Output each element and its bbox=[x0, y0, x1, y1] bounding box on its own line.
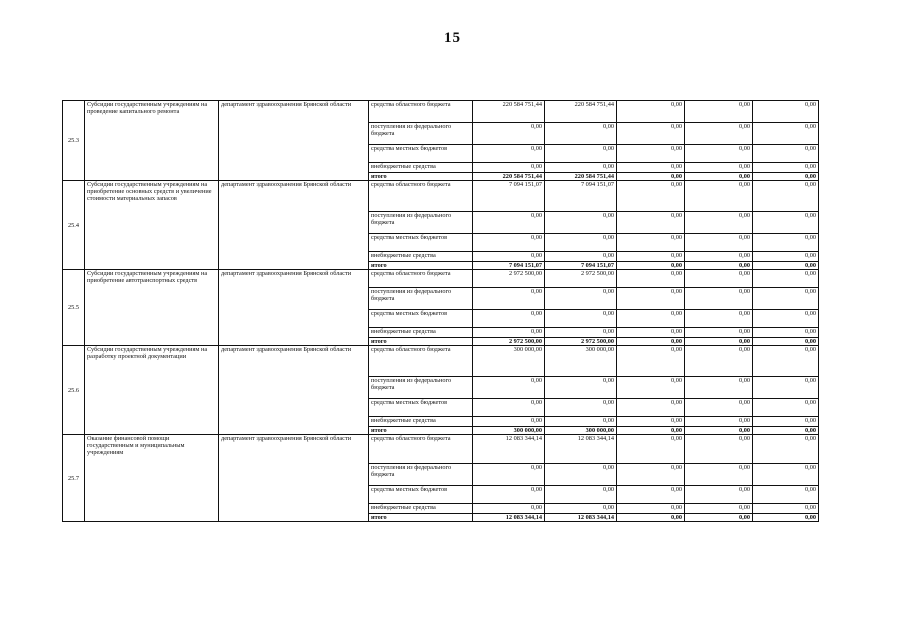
amount-cell: 2 972 500,00 bbox=[473, 338, 545, 346]
funding-source: средства местных бюджетов bbox=[369, 310, 473, 328]
funding-source: средства областного бюджета bbox=[369, 346, 473, 377]
amount-cell: 0,00 bbox=[545, 288, 617, 310]
amount-cell: 0,00 bbox=[545, 377, 617, 399]
financing-table bbox=[62, 100, 819, 522]
section-code: 25.7 bbox=[63, 435, 85, 522]
section-name: Субсидии государственным учреждениям на разработку проектной документации bbox=[85, 346, 219, 435]
amount-cell: 0,00 bbox=[545, 328, 617, 338]
amount-cell: 0,00 bbox=[473, 234, 545, 252]
amount-cell: 220 584 751,44 bbox=[473, 101, 545, 123]
funding-source: итого bbox=[369, 173, 473, 181]
amount-cell: 0,00 bbox=[753, 123, 819, 145]
funding-source: средства местных бюджетов bbox=[369, 234, 473, 252]
amount-cell: 0,00 bbox=[685, 346, 753, 377]
amount-cell: 0,00 bbox=[753, 234, 819, 252]
amount-cell: 0,00 bbox=[617, 328, 685, 338]
funding-source: итого bbox=[369, 338, 473, 346]
amount-cell: 0,00 bbox=[753, 288, 819, 310]
funding-source: внебюджетные средства bbox=[369, 252, 473, 262]
section-name: Субсидии государственным учреждениям на проведение капитального ремонта bbox=[85, 101, 219, 181]
amount-cell: 0,00 bbox=[617, 252, 685, 262]
funding-source: внебюджетные средства bbox=[369, 163, 473, 173]
funding-source: поступления из федерального бюджета bbox=[369, 288, 473, 310]
funding-source: поступления из федерального бюджета bbox=[369, 464, 473, 486]
amount-cell: 2 972 500,00 bbox=[545, 338, 617, 346]
amount-cell: 0,00 bbox=[753, 377, 819, 399]
page-number: 15 bbox=[444, 30, 461, 46]
amount-cell: 0,00 bbox=[685, 288, 753, 310]
amount-cell: 220 584 751,44 bbox=[545, 173, 617, 181]
funding-source: поступления из федерального бюджета bbox=[369, 377, 473, 399]
amount-cell: 0,00 bbox=[473, 212, 545, 234]
amount-cell: 0,00 bbox=[685, 181, 753, 212]
section-code: 25.5 bbox=[63, 270, 85, 346]
funding-source: средства местных бюджетов bbox=[369, 486, 473, 504]
section-executor: департамент здравоохранения Брянской области bbox=[219, 270, 369, 346]
amount-cell: 0,00 bbox=[685, 163, 753, 173]
amount-cell: 0,00 bbox=[753, 101, 819, 123]
amount-cell: 0,00 bbox=[545, 504, 617, 514]
amount-cell: 0,00 bbox=[753, 514, 819, 522]
amount-cell: 0,00 bbox=[685, 399, 753, 417]
amount-cell: 0,00 bbox=[753, 417, 819, 427]
amount-cell: 0,00 bbox=[753, 338, 819, 346]
section-name: Субсидии государственным учреждениям на приобретение автотранспортных средств bbox=[85, 270, 219, 346]
amount-cell: 0,00 bbox=[753, 163, 819, 173]
amount-cell: 0,00 bbox=[685, 173, 753, 181]
amount-cell: 0,00 bbox=[617, 399, 685, 417]
funding-source: внебюджетные средства bbox=[369, 417, 473, 427]
amount-cell: 12 083 344,14 bbox=[473, 514, 545, 522]
amount-cell: 0,00 bbox=[685, 234, 753, 252]
funding-source: средства областного бюджета bbox=[369, 435, 473, 464]
amount-cell: 0,00 bbox=[617, 212, 685, 234]
amount-cell: 0,00 bbox=[753, 310, 819, 328]
amount-cell: 0,00 bbox=[685, 252, 753, 262]
amount-cell: 300 000,00 bbox=[473, 346, 545, 377]
amount-cell: 0,00 bbox=[473, 377, 545, 399]
amount-cell: 7 094 151,07 bbox=[473, 181, 545, 212]
amount-cell: 0,00 bbox=[473, 310, 545, 328]
amount-cell: 0,00 bbox=[753, 173, 819, 181]
amount-cell: 0,00 bbox=[685, 377, 753, 399]
amount-cell: 0,00 bbox=[753, 262, 819, 270]
amount-cell: 0,00 bbox=[545, 252, 617, 262]
amount-cell: 0,00 bbox=[617, 427, 685, 435]
amount-cell: 0,00 bbox=[617, 346, 685, 377]
funding-source: средства областного бюджета bbox=[369, 270, 473, 288]
amount-cell: 0,00 bbox=[545, 310, 617, 328]
amount-cell: 0,00 bbox=[685, 486, 753, 504]
amount-cell: 0,00 bbox=[753, 486, 819, 504]
amount-cell: 7 094 151,07 bbox=[545, 181, 617, 212]
amount-cell: 12 083 344,14 bbox=[473, 435, 545, 464]
section-name: Оказание финансовой помощи государственным и муниципальным учреждениям bbox=[85, 435, 219, 522]
amount-cell: 0,00 bbox=[617, 486, 685, 504]
amount-cell: 0,00 bbox=[617, 377, 685, 399]
amount-cell: 0,00 bbox=[545, 234, 617, 252]
amount-cell: 0,00 bbox=[617, 464, 685, 486]
amount-cell: 0,00 bbox=[617, 338, 685, 346]
amount-cell: 0,00 bbox=[685, 145, 753, 163]
amount-cell: 0,00 bbox=[617, 173, 685, 181]
amount-cell: 0,00 bbox=[685, 464, 753, 486]
amount-cell: 0,00 bbox=[473, 486, 545, 504]
amount-cell: 0,00 bbox=[545, 212, 617, 234]
amount-cell: 0,00 bbox=[617, 504, 685, 514]
amount-cell: 0,00 bbox=[617, 262, 685, 270]
table-row bbox=[63, 101, 819, 123]
amount-cell: 0,00 bbox=[545, 464, 617, 486]
amount-cell: 0,00 bbox=[617, 181, 685, 212]
section-code: 25.3 bbox=[63, 101, 85, 181]
amount-cell: 0,00 bbox=[473, 504, 545, 514]
amount-cell: 0,00 bbox=[617, 514, 685, 522]
amount-cell: 0,00 bbox=[685, 212, 753, 234]
funding-source: итого bbox=[369, 262, 473, 270]
section-code: 25.6 bbox=[63, 346, 85, 435]
amount-cell: 0,00 bbox=[617, 270, 685, 288]
amount-cell: 0,00 bbox=[685, 504, 753, 514]
section-executor: департамент здравоохранения Брянской области bbox=[219, 101, 369, 181]
section-name: Субсидии государственным учреждениям на приобретение основных средств и увеличение стоимости материальных запасов bbox=[85, 181, 219, 270]
amount-cell: 0,00 bbox=[545, 417, 617, 427]
amount-cell: 0,00 bbox=[617, 145, 685, 163]
amount-cell: 220 584 751,44 bbox=[545, 101, 617, 123]
amount-cell: 0,00 bbox=[685, 338, 753, 346]
amount-cell: 0,00 bbox=[753, 328, 819, 338]
amount-cell: 0,00 bbox=[685, 427, 753, 435]
amount-cell: 0,00 bbox=[473, 399, 545, 417]
section-code: 25.4 bbox=[63, 181, 85, 270]
amount-cell: 300 000,00 bbox=[545, 427, 617, 435]
amount-cell: 0,00 bbox=[685, 310, 753, 328]
funding-source: итого bbox=[369, 427, 473, 435]
amount-cell: 0,00 bbox=[473, 163, 545, 173]
amount-cell: 0,00 bbox=[617, 101, 685, 123]
amount-cell: 0,00 bbox=[473, 145, 545, 163]
amount-cell: 0,00 bbox=[473, 464, 545, 486]
amount-cell: 0,00 bbox=[753, 427, 819, 435]
funding-source: внебюджетные средства bbox=[369, 328, 473, 338]
amount-cell: 2 972 500,00 bbox=[473, 270, 545, 288]
amount-cell: 0,00 bbox=[473, 123, 545, 145]
amount-cell: 0,00 bbox=[685, 435, 753, 464]
table-row bbox=[63, 270, 819, 288]
amount-cell: 12 083 344,14 bbox=[545, 514, 617, 522]
amount-cell: 0,00 bbox=[753, 399, 819, 417]
amount-cell: 0,00 bbox=[473, 252, 545, 262]
section-executor: департамент здравоохранения Брянской области bbox=[219, 181, 369, 270]
amount-cell: 0,00 bbox=[753, 181, 819, 212]
amount-cell: 0,00 bbox=[685, 123, 753, 145]
amount-cell: 0,00 bbox=[473, 417, 545, 427]
funding-source: итого bbox=[369, 514, 473, 522]
amount-cell: 0,00 bbox=[685, 101, 753, 123]
section-executor: департамент здравоохранения Брянской области bbox=[219, 435, 369, 522]
funding-source: средства областного бюджета bbox=[369, 181, 473, 212]
amount-cell: 0,00 bbox=[617, 234, 685, 252]
amount-cell: 0,00 bbox=[473, 328, 545, 338]
amount-cell: 7 094 151,07 bbox=[473, 262, 545, 270]
amount-cell: 220 584 751,44 bbox=[473, 173, 545, 181]
funding-source: внебюджетные средства bbox=[369, 504, 473, 514]
amount-cell: 0,00 bbox=[617, 288, 685, 310]
amount-cell: 0,00 bbox=[685, 514, 753, 522]
funding-source: средства местных бюджетов bbox=[369, 399, 473, 417]
amount-cell: 0,00 bbox=[753, 212, 819, 234]
amount-cell: 0,00 bbox=[685, 262, 753, 270]
amount-cell: 0,00 bbox=[545, 123, 617, 145]
amount-cell: 0,00 bbox=[753, 504, 819, 514]
table-row bbox=[63, 346, 819, 377]
funding-source: поступления из федерального бюджета bbox=[369, 123, 473, 145]
amount-cell: 0,00 bbox=[685, 270, 753, 288]
amount-cell: 2 972 500,00 bbox=[545, 270, 617, 288]
amount-cell: 0,00 bbox=[753, 145, 819, 163]
amount-cell: 0,00 bbox=[685, 328, 753, 338]
amount-cell: 0,00 bbox=[753, 252, 819, 262]
amount-cell: 12 083 344,14 bbox=[545, 435, 617, 464]
amount-cell: 0,00 bbox=[753, 346, 819, 377]
amount-cell: 0,00 bbox=[685, 417, 753, 427]
amount-cell: 0,00 bbox=[617, 163, 685, 173]
amount-cell: 0,00 bbox=[545, 163, 617, 173]
amount-cell: 0,00 bbox=[473, 288, 545, 310]
section-executor: департамент здравоохранения Брянской области bbox=[219, 346, 369, 435]
amount-cell: 0,00 bbox=[545, 486, 617, 504]
amount-cell: 300 000,00 bbox=[473, 427, 545, 435]
amount-cell: 0,00 bbox=[545, 145, 617, 163]
amount-cell: 0,00 bbox=[753, 435, 819, 464]
table-row bbox=[63, 435, 819, 464]
amount-cell: 0,00 bbox=[617, 310, 685, 328]
amount-cell: 0,00 bbox=[545, 399, 617, 417]
funding-source: средства областного бюджета bbox=[369, 101, 473, 123]
amount-cell: 7 094 151,07 bbox=[545, 262, 617, 270]
amount-cell: 0,00 bbox=[617, 435, 685, 464]
amount-cell: 0,00 bbox=[617, 123, 685, 145]
amount-cell: 0,00 bbox=[753, 464, 819, 486]
funding-source: средства местных бюджетов bbox=[369, 145, 473, 163]
amount-cell: 300 000,00 bbox=[545, 346, 617, 377]
table-row bbox=[63, 181, 819, 212]
funding-source: поступления из федерального бюджета bbox=[369, 212, 473, 234]
amount-cell: 0,00 bbox=[617, 417, 685, 427]
amount-cell: 0,00 bbox=[753, 270, 819, 288]
